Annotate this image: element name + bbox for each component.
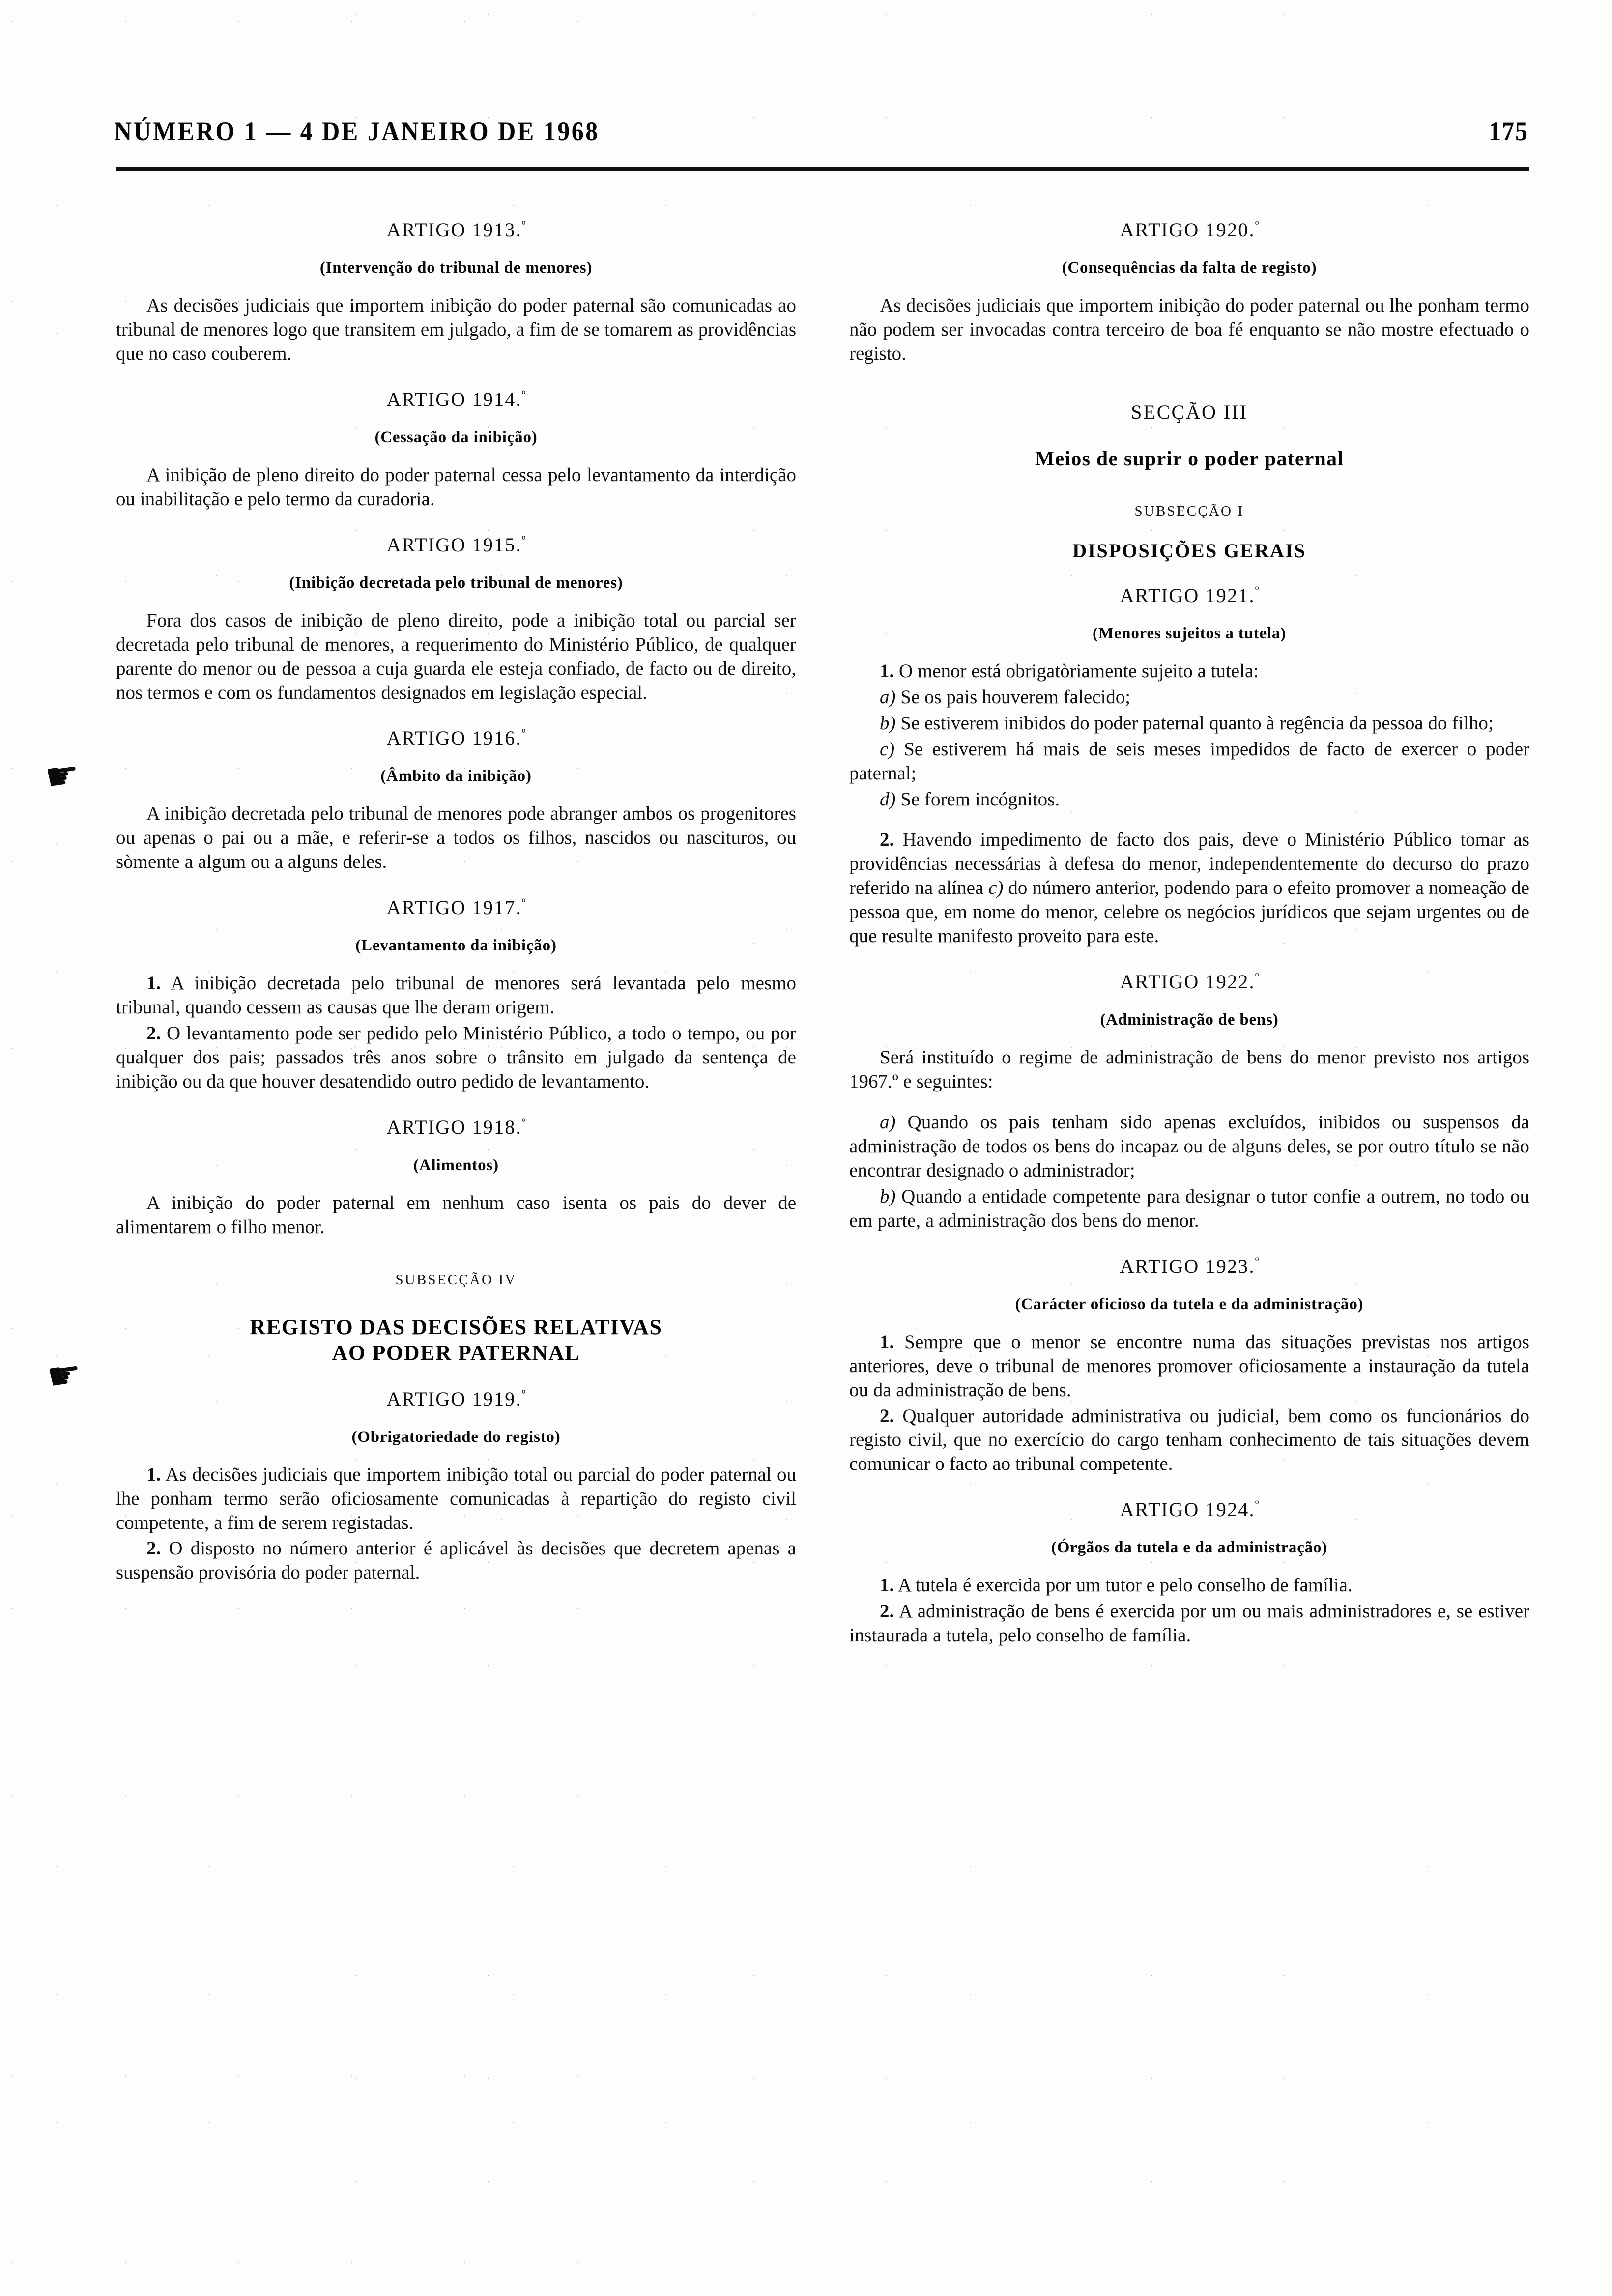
item-number: 1. [146, 1464, 161, 1485]
alinea-text: Se estiverem há mais de seis meses impedidos de facto de exercer o poder paternal; [849, 738, 1529, 784]
article-number-1913: ARTIGO 1913. [386, 219, 522, 241]
item-text: A tutela é exercida por um tutor e pelo conselho de família. [894, 1575, 1353, 1596]
alinea-mark: b) [880, 712, 896, 734]
article-item-1919-1 [116, 1463, 796, 1535]
article-number-1917: ARTIGO 1917. [386, 896, 522, 919]
article-number-1918: ARTIGO 1918. [386, 1116, 522, 1138]
item-number: 1. [880, 1331, 894, 1352]
margin-pointer-icon-2: ☛ [44, 1351, 85, 1399]
right-column [849, 197, 1529, 2276]
left-column [116, 197, 796, 2276]
article-subtitle-1920: (Consequências da falta de registo) [1062, 259, 1317, 277]
article-ordinal-1923: º [1255, 1255, 1259, 1269]
item-number: 2. [880, 1601, 894, 1622]
article-alinea-1921-d [849, 788, 1529, 812]
article-number-1920: ARTIGO 1920. [1120, 219, 1255, 241]
item-text: O disposto no número anterior é aplicável às decisões que decretem apenas a suspensão provisória do poder paternal. [116, 1538, 796, 1583]
item-text: A inibição decretada pelo tribunal de menores será levantada pelo mesmo tribunal, quando cessem as causas que lhe deram origem. [116, 973, 796, 1018]
article-ordinal-1921: º [1255, 584, 1259, 598]
article-item-1921-1 [849, 660, 1529, 684]
article-subtitle-1923: (Carácter oficioso da tutela e da administração) [1015, 1295, 1364, 1313]
subsection-title-i: DISPOSIÇÕES GERAIS [1072, 539, 1306, 562]
article-heading-1915 [116, 533, 796, 556]
alinea-text: Quando a entidade competente para designar o tutor confie a outrem, no todo ou em parte, a administração dos bens do menor. [849, 1185, 1529, 1231]
article-ordinal-1919: º [521, 1388, 526, 1402]
article-number-1923: ARTIGO 1923. [1120, 1255, 1255, 1277]
alinea-text: Se forem incógnitos. [895, 788, 1060, 810]
article-body-1914: A inibição de pleno direito do poder paternal cessa pelo levantamento da interdição ou inabilitação e pelo termo da curadoria. [116, 464, 796, 510]
item-text: As decisões judiciais que importem inibição total ou parcial do poder paternal ou lhe ponham termo serão oficiosamente comunicadas à repartição do registo civil competente, a fim de serem registadas. [116, 1464, 796, 1533]
article-item-1919-2 [116, 1537, 796, 1585]
article-body-1920: As decisões judiciais que importem inibição do poder paternal ou lhe ponham termo não podem ser invocadas contra terceiro de boa fé enquanto se não mostre efectuado o registo. [849, 295, 1529, 364]
alinea-mark: a) [880, 686, 896, 708]
article-subtitle-1915: (Inibição decretada pelo tribunal de menores) [289, 574, 623, 592]
article-heading-1917 [116, 896, 796, 919]
subsection-label-iv: SUBSECÇÃO IV [395, 1271, 517, 1288]
article-body-1913: As decisões judiciais que importem inibição do poder paternal são comunicadas ao tribunal de menores logo que transitem em julgado, a fim de se tomarem as providências que no caso couberem. [116, 295, 796, 364]
alinea-reference: c) [988, 877, 1004, 899]
item-text-part-1: Havendo impedimento de facto dos pais, deve o Ministério Público tomar as providências necessárias à defesa do menor, independentemente do decurso do prazo referido na alínea [849, 829, 1529, 899]
alinea-text: Se estiverem inibidos do poder paternal quanto à regência da pessoa do filho; [895, 712, 1494, 734]
article-item-1921-2 [849, 828, 1529, 948]
item-number: 2. [880, 1405, 894, 1427]
item-text: Qualquer autoridade administrativa ou judicial, bem como os funcionários do registo civil, que no exercício do cargo tenham conhecimento de tais situações devem comunicar o facto ao tribunal competente. [849, 1405, 1529, 1475]
subsection-label-i: SUBSECÇÃO I [1134, 503, 1244, 519]
article-number-1916: ARTIGO 1916. [386, 727, 522, 749]
margin-pointer-icon-1: ☛ [42, 752, 83, 800]
alinea-text: Quando os pais tenham sido apenas excluídos, inibidos ou suspensos da administração de todos os bens do incapaz ou de alguns deles, se por outro título se não encontrar designado o administrador; [849, 1112, 1529, 1181]
article-alinea-1921-b [849, 712, 1529, 736]
article-body-1922: Será instituído o regime de administração de bens do menor previsto nos artigos 1967.º e seguintes: [849, 1047, 1529, 1092]
article-number-1924: ARTIGO 1924. [1120, 1498, 1255, 1521]
article-alinea-1921-c [849, 738, 1529, 786]
article-alinea-1922-a [849, 1111, 1529, 1183]
alinea-mark: b) [880, 1185, 896, 1207]
article-subtitle-1924: (Órgãos da tutela e da administração) [1051, 1539, 1328, 1557]
item-text: Sempre que o menor se encontre numa das situações previstas nos artigos anteriores, deve o tribunal de menores promover oficiosamente a instauração da tutela ou da administração de bens. [849, 1331, 1529, 1401]
article-body-1916: A inibição decretada pelo tribunal de menores pode abranger ambos os progenitores ou apenas o pai ou a mãe, e referir-se a todos os filhos, nascidos ou nascituros, ou sòmente a algum ou a alguns deles. [116, 803, 796, 873]
article-heading-1913 [116, 218, 796, 241]
page-number: 175 [1489, 116, 1528, 146]
item-number: 2. [146, 1023, 161, 1044]
article-ordinal-1917: º [521, 896, 526, 910]
article-heading-1922 [849, 970, 1529, 993]
article-ordinal-1915: º [521, 534, 526, 547]
article-item-1923-1 [849, 1330, 1529, 1403]
article-number-1915: ARTIGO 1915. [386, 533, 522, 556]
subsection-title-line-1: REGISTO DAS DECISÕES RELATIVAS [250, 1315, 662, 1339]
item-text: A administração de bens é exercida por um ou mais administradores e, se estiver instaurada a tutela, pelo conselho de família. [849, 1601, 1529, 1646]
article-item-1923-2 [849, 1405, 1529, 1477]
article-heading-1916 [116, 726, 796, 749]
article-subtitle-1918: (Alimentos) [413, 1156, 499, 1174]
article-body-1918: A inibição do poder paternal em nenhum caso isenta os pais do dever de alimentarem o filho menor. [116, 1192, 796, 1237]
article-subtitle-1921: (Menores sujeitos a tutela) [1093, 624, 1286, 642]
article-heading-1918 [116, 1116, 796, 1139]
alinea-mark: d) [880, 788, 896, 810]
item-number: 2. [880, 829, 894, 851]
article-item-1917-1 [116, 972, 796, 1020]
item-text: O menor está obrigatòriamente sujeito a tutela: [894, 660, 1259, 682]
running-head-title: NÚMERO 1 — 4 DE JANEIRO DE 1968 [114, 116, 600, 146]
item-number: 1. [880, 660, 894, 682]
article-subtitle-1913: (Intervenção do tribunal de menores) [319, 259, 593, 277]
two-column-body [116, 197, 1529, 2276]
article-heading-1914 [116, 388, 796, 411]
article-ordinal-1918: º [521, 1116, 526, 1130]
article-heading-1919 [116, 1387, 796, 1410]
item-number: 2. [146, 1538, 161, 1559]
running-head [114, 118, 1528, 155]
article-heading-1921 [849, 584, 1529, 607]
article-number-1914: ARTIGO 1914. [386, 388, 522, 410]
article-heading-1924 [849, 1498, 1529, 1521]
article-heading-1923 [849, 1255, 1529, 1278]
item-number: 1. [880, 1575, 894, 1596]
article-alinea-1921-a [849, 686, 1529, 710]
item-text-part-2: do número anterior, podendo para o efeito promover a nomeação de pessoa que, em nome do menor, celebre os negócios jurídicos que sejam urgentes ou de que resulte manifesto proveito para este. [849, 877, 1529, 947]
article-ordinal-1913: º [521, 219, 526, 232]
article-heading-1920 [849, 218, 1529, 241]
article-subtitle-1917: (Levantamento da inibição) [355, 937, 557, 955]
article-item-1917-2 [116, 1022, 796, 1094]
alinea-mark: a) [880, 1112, 896, 1133]
article-item-1924-2 [849, 1600, 1529, 1648]
article-subtitle-1919: (Obrigatoriedade do registo) [351, 1428, 561, 1446]
article-body-1915: Fora dos casos de inibição de pleno direito, pode a inibição total ou parcial ser decretada pelo tribunal de menores, a requerimento do Ministério Público, de qualquer parente do menor ou de pessoa a cuja guarda ele esteja confiado, de facto ou de direito, nos termos e com os fundamentos designados em legislação especial. [116, 609, 796, 703]
item-number: 1. [146, 973, 161, 994]
alinea-text: Se os pais houverem falecido; [895, 686, 1131, 708]
article-ordinal-1914: º [521, 388, 526, 402]
item-text: O levantamento pode ser pedido pelo Ministério Público, a todo o tempo, ou por qualquer dos pais; passados três anos sobre o trânsito em julgado da sentença de inibição ou da que houver desatendido outro pedido de levantamento. [116, 1023, 796, 1092]
article-subtitle-1922: (Administração de bens) [1100, 1011, 1279, 1029]
article-subtitle-1916: (Âmbito da inibição) [380, 767, 532, 785]
section-label-iii: SECÇÃO III [1131, 401, 1248, 423]
article-number-1922: ARTIGO 1922. [1120, 971, 1255, 993]
alinea-mark: c) [880, 738, 895, 760]
article-ordinal-1924: º [1255, 1498, 1259, 1512]
article-item-1924-1 [849, 1574, 1529, 1598]
article-ordinal-1920: º [1255, 219, 1259, 232]
article-number-1919: ARTIGO 1919. [386, 1387, 522, 1410]
header-rule [116, 167, 1529, 171]
subsection-title-line-2: AO PODER PATERNAL [332, 1340, 580, 1365]
article-ordinal-1916: º [521, 727, 526, 741]
article-subtitle-1914: (Cessação da inibição) [374, 428, 538, 446]
subsection-title-iv [116, 1315, 796, 1366]
article-number-1921: ARTIGO 1921. [1120, 584, 1255, 606]
article-ordinal-1922: º [1255, 971, 1259, 984]
section-title-iii: Meios de suprir o poder paternal [1035, 447, 1344, 470]
article-alinea-1922-b [849, 1185, 1529, 1233]
